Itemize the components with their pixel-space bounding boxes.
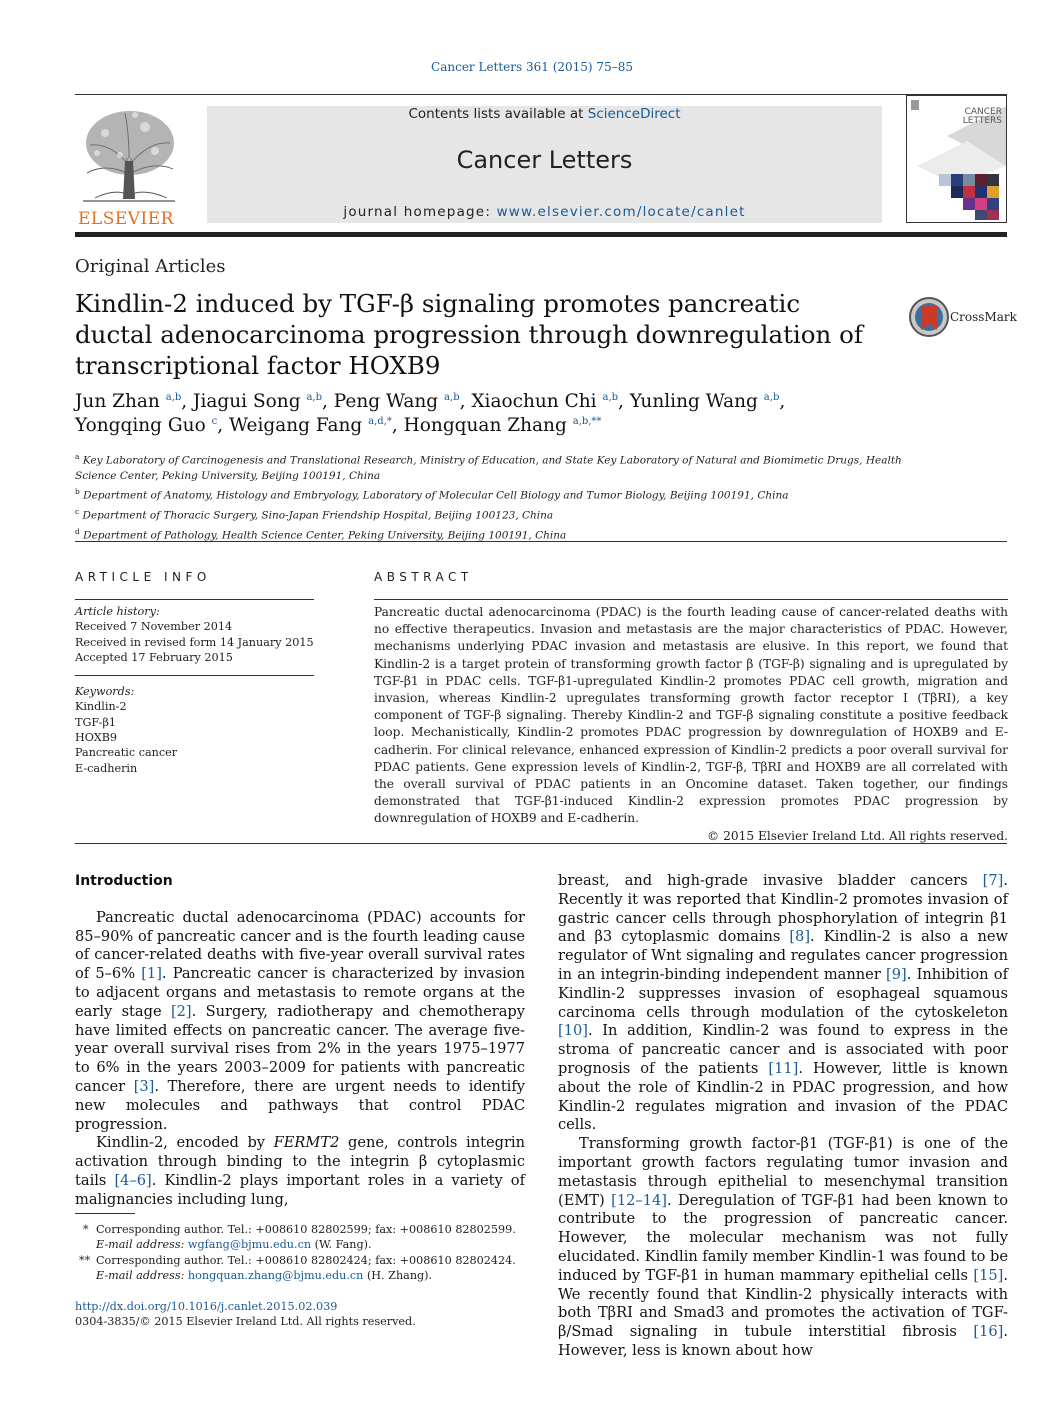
- citation-link[interactable]: [4–6]: [114, 1171, 152, 1189]
- author-affiliation-mark[interactable]: a,b: [306, 391, 322, 403]
- author-name: Hongquan Zhang: [403, 415, 567, 436]
- author-list: [75, 390, 975, 438]
- affiliation-text: Department of Pathology, Health Science Center, Peking University, Beijing 100191, China: [83, 529, 567, 542]
- author-name: Yunling Wang: [629, 391, 758, 412]
- author-separator: ,: [779, 391, 786, 412]
- paragraph-text: . Inhibition of Kindlin-2 suppresses invasion of esophageal squamous carcinoma cells through modulation of the cytoskeleton: [558, 965, 1008, 1021]
- footnote-text: Corresponding author. Tel.: +008610 82802424; fax: +008610 82802424.: [96, 1253, 516, 1267]
- citation-link[interactable]: [16]: [973, 1323, 1004, 1341]
- paragraph-text: . Pancreatic cancer is characterized by invasion to adjacent organs and metastasis to remote organs at the early stage: [75, 965, 525, 1020]
- introduction-heading: Introduction: [75, 873, 173, 889]
- article-info-heading: ARTICLE INFO: [75, 570, 211, 584]
- footnote-person: (W. Fang).: [314, 1238, 372, 1252]
- history-item: Accepted 17 February 2015: [75, 650, 233, 664]
- journal-reference[interactable]: Cancer Letters 361 (2015) 75–85: [431, 60, 633, 74]
- author-separator: ,: [217, 415, 229, 436]
- footnote: [75, 1222, 525, 1253]
- footnote-mark: **: [79, 1253, 91, 1267]
- author[interactable]: [471, 391, 629, 412]
- footnote-mark: *: [83, 1223, 89, 1236]
- keywords-rule: [75, 675, 314, 676]
- citation-link[interactable]: [15]: [973, 1266, 1004, 1284]
- keyword: Kindlin-2: [75, 700, 127, 714]
- paragraph-text: Pancreatic ductal adenocarcinoma (PDAC) accounts for 85–90% of pancreatic cancer and is the fourth leading cause of cancer-related deaths with five-year overall survival rates of 5–6%: [75, 908, 525, 983]
- history-item: Received 7 November 2014: [75, 620, 233, 634]
- paragraph-text: . Kindlin-2 plays important roles in a variety of malignancies including lung,: [75, 1171, 525, 1208]
- paragraph-text: Kindlin-2, encoded by: [96, 1134, 274, 1152]
- author-affiliation-mark[interactable]: a,b: [602, 391, 619, 403]
- page-footer: [75, 1299, 575, 1330]
- author-name: Peng Wang: [333, 391, 439, 412]
- paragraph-text: . However, less is known about how: [558, 1323, 1008, 1359]
- homepage-link[interactable]: www.elsevier.com/locate/canlet: [496, 204, 746, 220]
- author[interactable]: [75, 415, 229, 436]
- citation-link[interactable]: [1]: [141, 965, 162, 983]
- affiliation: [75, 484, 905, 504]
- keyword: E-cadherin: [75, 761, 138, 775]
- footnotes: [75, 1222, 525, 1283]
- issn-line: 0304-3835/© 2015 Elsevier Ireland Ltd. All rights reserved.: [75, 1315, 416, 1329]
- paragraph-text: . Deregulation of TGF-β1 had been known to contribute to the progression of pancreatic cancer. However, the molecular mechanism was not fully elucidated. Kindlin family member Kindlin-1 was found to be induced by TGF-β1 in human mammary epithelial cells: [558, 1191, 1008, 1284]
- author-affiliation-mark[interactable]: a,b: [763, 391, 780, 403]
- contents-prefix: Contents lists available at: [408, 106, 588, 122]
- affiliation-rule: [75, 541, 1007, 542]
- citation-link[interactable]: [8]: [789, 928, 811, 946]
- intro-paragraph-4: [558, 1135, 1008, 1361]
- affiliation-text: Department of Anatomy, Histology and Embryology, Laboratory of Molecular Cell Biology and Tumor Biology, Beijing 100191, China: [83, 489, 789, 502]
- keyword: HOXB9: [75, 731, 118, 745]
- section-type: Original Articles: [75, 256, 226, 277]
- paragraph-text: gene, controls integrin activation through binding to the integrin β cytoplasmic tails: [75, 1134, 525, 1189]
- paragraph-text: . Kindlin-2 is also a new regulator of Wnt signaling and regulates cancer progression in an integrin-binding independent manner: [558, 928, 1009, 983]
- paragraph-text: Transforming growth factor-β1 (TGF-β1) is one of the important growth factors regulating tumor invasion and metastasis through epithelial to mesenchymal transition (EMT): [558, 1135, 1008, 1209]
- abstract-heading: ABSTRACT: [374, 570, 473, 584]
- masthead-bottom-rule: [75, 232, 1007, 237]
- journal-name: Cancer Letters: [456, 146, 633, 174]
- author-separator: ,: [391, 415, 404, 436]
- author-name: Weigang Fang: [229, 415, 363, 436]
- citation-link[interactable]: [11]: [768, 1059, 799, 1077]
- author-separator: ,: [459, 391, 472, 412]
- author-affiliation-mark[interactable]: c: [211, 415, 218, 427]
- paragraph-text: . Recently it was reported that Kindlin-2 promotes invasion of gastric cancer cells through phosphorylation of integrin β1 and β3 cytoplasmic domains: [558, 872, 1008, 946]
- affiliation-key: a: [75, 452, 80, 461]
- homepage-prefix: journal homepage:: [343, 204, 497, 220]
- citation-link[interactable]: [3]: [133, 1077, 155, 1095]
- author[interactable]: [75, 391, 193, 412]
- affiliation-key: d: [75, 526, 80, 536]
- gene-name: FERMT2: [273, 1134, 340, 1152]
- author[interactable]: [404, 415, 602, 436]
- article-info: [75, 604, 314, 776]
- paragraph-text: . However, little is known about the role of Kindlin-2 in PDAC progression, and how Kindlin-2 regulates migration and invasion of the PDAC cells.: [558, 1059, 1008, 1134]
- masthead-top-rule: [75, 94, 1007, 95]
- article-info-rule: [75, 599, 314, 600]
- sciencedirect-link[interactable]: ScienceDirect: [587, 106, 681, 122]
- email-label: E-mail address:: [96, 1238, 185, 1252]
- paragraph-text: . We recently found that Kindlin-2 physically interacts with both TβRI and Smad3 and promotes the activation of TGF-β/Smad signaling in tubule interstitial fibrosis: [558, 1266, 1008, 1341]
- citation-link[interactable]: [9]: [886, 965, 907, 983]
- paragraph-text: breast, and high-grade invasive bladder cancers: [558, 872, 983, 889]
- author[interactable]: [193, 391, 334, 412]
- paragraph-text: . In addition, Kindlin-2 was found to express in the stroma of pancreatic cancer and is associated with poor prognosis of the patients: [558, 1022, 1008, 1077]
- affiliation: [75, 504, 905, 524]
- keywords-label: Keywords:: [75, 685, 135, 699]
- author-name: Jun Zhan: [75, 391, 160, 412]
- email-link[interactable]: wgfang@bjmu.edu.cn: [187, 1238, 312, 1252]
- abstract-text: Pancreatic ductal adenocarcinoma (PDAC) is the fourth leading cause of cancer-related deaths with no effective therapeutics. Invasion and metastasis are the major characteristics of PDAC. However, mechanisms underlying PDAC invasion and metastasis are elusive. In this report, we found that Kindlin-2 is a target protein of transforming growth factor β (TGF-β) signaling and is upregulated by TGF-β1 in PDAC cells. TGF-β1-upregulated Kindlin-2 promotes PDAC cell growth, migration and invasion, whereas Kindlin-2 upregulates transforming growth factor receptor I (TβRI), a key component of TGF-β signaling. Thereby Kindlin-2 and TGF-β signaling constitute a positive feedback loop. Mechanistically, Kindlin-2 promotes PDAC progression by downregulation of HOXB9 and E-cadherin. For clinical relevance, enhanced expression of Kindlin-2 predicts a poor overall survival for PDAC patients. Gene expression levels of Kindlin-2, TGF-β, TβRI and HOXB9 are all correlated with the overall survival of PDAC patients in an Oncomine dataset. Taken together, our findings demonstrated that TGF-β1-induced Kindlin-2 expression promotes PDAC progression by downregulation of HOXB9 and E-cadherin.: [374, 605, 1008, 826]
- author-affiliation-mark[interactable]: a,b: [444, 391, 460, 403]
- affiliation: [75, 449, 905, 484]
- body-left-column: [75, 872, 525, 1210]
- contents-line: [207, 106, 882, 122]
- author-separator: ,: [181, 391, 194, 412]
- intro-paragraph-3: [558, 872, 1008, 1135]
- body-right-column: [558, 872, 1008, 1361]
- abstract-body: [374, 604, 1008, 845]
- cover-title: CANCER LETTERS: [962, 107, 1002, 126]
- keyword: Pancreatic cancer: [75, 746, 178, 760]
- email-link[interactable]: hongquan.zhang@bjmu.edu.cn: [187, 1268, 364, 1282]
- author-affiliation-mark[interactable]: a,d,*: [368, 415, 392, 427]
- author-separator: ,: [321, 391, 334, 412]
- article-title: Kindlin-2 induced by TGF-β signaling promotes pancreatic ductal adenocarcinoma progression through downregulation of transcriptional factor HOXB9: [75, 289, 863, 380]
- author-affiliation-mark[interactable]: a,b,**: [572, 415, 602, 427]
- elsevier-tree-icon: [75, 103, 185, 227]
- intro-paragraph-2: [75, 1134, 525, 1209]
- crossmark-icon: [908, 296, 950, 338]
- abstract-copyright: © 2015 Elsevier Ireland Ltd. All rights reserved.: [707, 828, 1008, 843]
- journal-cover[interactable]: [906, 95, 1007, 223]
- abstract-bottom-rule: [75, 843, 1007, 844]
- abstract-rule: [374, 599, 1008, 600]
- author-name: Xiaochun Chi: [471, 391, 597, 412]
- affiliation-list: [75, 449, 905, 543]
- footnote-rule: [75, 1213, 135, 1214]
- author-name: Yongqing Guo: [75, 415, 206, 436]
- author-name: Jiagui Song: [193, 391, 301, 412]
- affiliation-text: Key Laboratory of Carcinogenesis and Translational Research, Ministry of Education, and State Key Laboratory of Natural and Biomimetic Drugs, Health Science Center, Peking University, Beijing 100191, China: [75, 454, 902, 482]
- author-affiliation-mark[interactable]: a,b: [165, 391, 182, 403]
- doi-link[interactable]: http://dx.doi.org/10.1016/j.canlet.2015.02.039: [75, 1300, 338, 1313]
- svg-text:ELSEVIER: ELSEVIER: [78, 209, 174, 227]
- citation-link[interactable]: [10]: [558, 1022, 588, 1040]
- citation-link[interactable]: [2]: [170, 1002, 192, 1020]
- author[interactable]: [334, 391, 472, 412]
- keyword: TGF-β1: [75, 715, 117, 729]
- author[interactable]: [229, 415, 404, 436]
- affiliation-key: c: [75, 506, 80, 516]
- article-history-label: Article history:: [75, 605, 160, 618]
- author-separator: ,: [618, 391, 630, 412]
- citation-link[interactable]: [12–14]: [611, 1191, 667, 1209]
- footnote-text: Corresponding author. Tel.: +008610 82802599; fax: +008610 82802599.: [96, 1223, 516, 1236]
- intro-paragraph-1: [75, 909, 525, 1135]
- elsevier-logo: [75, 103, 185, 227]
- journal-homepage: [207, 204, 882, 220]
- paragraph-text: . Surgery, radiotherapy and chemotherapy have limited effects on pancreatic cancer. The average five-year overall survival rises from 2% in the years 1975–1977 to 6% in the years 2003–2009 for patients with pancreatic cancer: [75, 1002, 525, 1095]
- footnote-person: (H. Zhang).: [366, 1268, 433, 1282]
- affiliation-text: Department of Thoracic Surgery, Sino-Japan Friendship Hospital, Beijing 100123, China: [82, 509, 554, 522]
- paragraph-text: . Therefore, there are urgent needs to identify new molecules and pathways that control PDAC progression.: [75, 1077, 525, 1133]
- crossmark-badge[interactable]: [908, 296, 1018, 340]
- citation-link[interactable]: [7]: [982, 872, 1004, 889]
- author[interactable]: [630, 391, 785, 412]
- email-label: E-mail address:: [96, 1268, 185, 1282]
- crossmark-label: CrossMark: [950, 310, 1017, 324]
- history-item: Received in revised form 14 January 2015: [75, 635, 314, 649]
- affiliation-key: b: [75, 487, 80, 497]
- footnote: [75, 1253, 525, 1284]
- journal-masthead: [207, 106, 882, 223]
